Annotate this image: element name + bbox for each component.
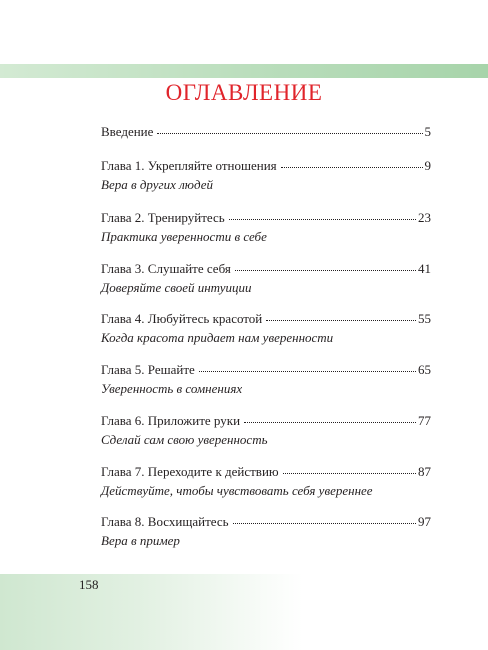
toc-entry-subtitle: Вера в пример: [101, 533, 180, 548]
dot-leader: [199, 370, 416, 372]
toc-entry-subtitle: Практика уверенности в себе: [101, 229, 267, 244]
toc-entry-label: Глава 1. Укрепляйте отношения: [101, 158, 277, 173]
page-title: ОГЛАВЛЕНИЕ: [165, 80, 323, 105]
toc-entry-label: Введение: [101, 124, 154, 139]
dot-leader: [281, 166, 423, 168]
toc-entry-page: 65: [418, 362, 431, 377]
toc-entry-intro[interactable]: [101, 124, 431, 140]
dot-leader: [235, 269, 416, 271]
dot-leader: [266, 319, 416, 321]
toc-entry-label: Глава 3. Слушайте себя: [101, 261, 231, 276]
toc-entry-chapter-2[interactable]: [101, 210, 431, 245]
dot-leader: [283, 472, 416, 474]
toc-entry-page: 23: [418, 210, 431, 225]
toc-entry-page: 9: [424, 158, 431, 173]
toc-entry-subtitle: Уверенность в сомнениях: [101, 381, 243, 396]
dot-leader: [157, 132, 422, 134]
toc-entry-page: 55: [418, 311, 431, 326]
toc-entry-subtitle: Действуйте, чтобы чувствовать себя увереннее: [101, 483, 373, 498]
toc-entry-subtitle: Когда красота придает нам уверенности: [101, 330, 334, 345]
toc-entry-page: 97: [418, 514, 431, 529]
footer-decorative-band: [0, 574, 488, 650]
toc-entry-subtitle: Доверяйте своей интуиции: [101, 280, 252, 295]
toc-entry-subtitle: Сделай сам свою уверенность: [101, 432, 268, 447]
toc-entry-subtitle: Вера в других людей: [101, 177, 213, 192]
toc-entry-page: 77: [418, 413, 431, 428]
toc-entry-page: 41: [418, 261, 431, 276]
toc-entry-label: Глава 5. Решайте: [101, 362, 195, 377]
header-decorative-band: [0, 64, 488, 78]
toc-entry-chapter-3[interactable]: [101, 261, 431, 296]
toc-entry-chapter-8[interactable]: [101, 514, 431, 549]
toc-entry-label: Глава 4. Любуйтесь красотой: [101, 311, 263, 326]
toc-entry-chapter-7[interactable]: [101, 464, 431, 499]
toc-entry-page: 5: [424, 124, 431, 139]
page-number: 158: [79, 577, 99, 592]
toc-entry-label: Глава 6. Приложите руки: [101, 413, 241, 428]
toc-entry-label: Глава 2. Тренируйтесь: [101, 210, 225, 225]
toc-entry-chapter-1[interactable]: [101, 158, 431, 193]
dot-leader: [244, 421, 416, 423]
toc-entry-label: Глава 7. Переходите к действию: [101, 464, 279, 479]
toc-entry-chapter-5[interactable]: [101, 362, 431, 397]
dot-leader: [233, 522, 416, 524]
toc-entry-label: Глава 8. Восхищайтесь: [101, 514, 229, 529]
toc-entry-chapter-6[interactable]: [101, 413, 431, 448]
toc-entry-page: 87: [418, 464, 431, 479]
toc-entry-chapter-4[interactable]: [101, 311, 431, 346]
dot-leader: [229, 218, 416, 220]
